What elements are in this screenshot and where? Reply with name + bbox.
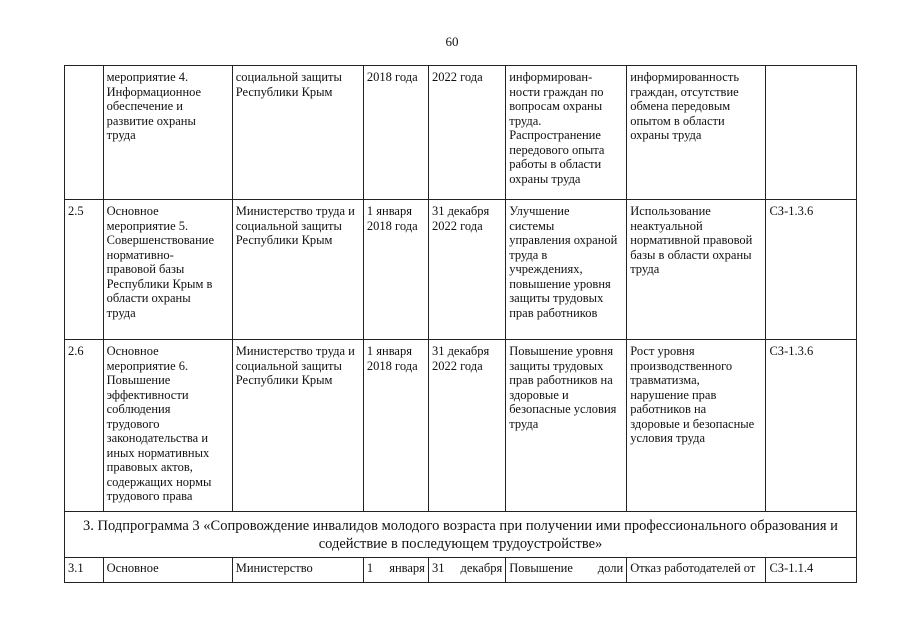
consequence-cell: Рост уровня производственного травматизма, нарушение прав работников на здоровые и безопасные условия труда xyxy=(627,340,766,512)
expected-result-cell: Улучшение системы управления охраной труда в учреждениях, повышение уровня защиты трудовых прав работников xyxy=(506,200,627,340)
end-date-cell: 2022 года xyxy=(428,66,505,200)
indicator-link-cell: СЗ-1.3.6 xyxy=(766,200,857,340)
table-row xyxy=(65,200,857,340)
end-date-cell: 31 декабря xyxy=(428,558,505,583)
end-date-cell: 31 декабря 2022 года xyxy=(428,200,505,340)
table-row xyxy=(65,66,857,200)
executor-cell: Министерство труда и социальной защиты Республики Крым xyxy=(232,200,363,340)
executor-cell: Министерство xyxy=(232,558,363,583)
consequence-cell: информированность граждан, отсутствие обмена передовым опытом в области охраны труда xyxy=(627,66,766,200)
expected-result-cell: Повышение доли xyxy=(506,558,627,583)
expected-result-cell: Повышение уровня защиты трудовых прав работников на здоровые и безопасные условия труда xyxy=(506,340,627,512)
end-date-cell: 31 декабря 2022 года xyxy=(428,340,505,512)
executor-cell: Министерство труда и социальной защиты Республики Крым xyxy=(232,340,363,512)
measures-table xyxy=(64,65,857,583)
table-row xyxy=(65,340,857,512)
start-date-cell: 1 января xyxy=(363,558,428,583)
measure-name-cell: Основное мероприятие 5. Совершенствование нормативно- правовой базы Республики Крым в области охраны труда xyxy=(103,200,232,340)
executor-cell: социальной защиты Республики Крым xyxy=(232,66,363,200)
consequence-cell: Отказ работодателей от xyxy=(627,558,766,583)
start-date-cell: 1 января 2018 года xyxy=(363,340,428,512)
subprogram-heading: 3. Подпрограмма 3 «Сопровождение инвалидов молодого возраста при получении ими профессионального образования и содействие в последующем трудоустройстве» xyxy=(65,512,857,558)
row-number-cell: 2.6 xyxy=(65,340,104,512)
table-row xyxy=(65,558,857,583)
row-number-cell: 2.5 xyxy=(65,200,104,340)
subprogram-heading-row xyxy=(65,512,857,558)
indicator-link-cell: СЗ-1.3.6 xyxy=(766,340,857,512)
indicator-link-cell xyxy=(766,66,857,200)
page-number: 60 xyxy=(445,34,459,49)
consequence-cell: Использование неактуальной нормативной правовой базы в области охраны труда xyxy=(627,200,766,340)
measure-name-cell: Основное xyxy=(103,558,232,583)
expected-result-cell: информирован- ности граждан по вопросам охраны труда. Распространение передового опыта работы в области охраны труда xyxy=(506,66,627,200)
start-date-cell: 2018 года xyxy=(363,66,428,200)
indicator-link-cell: СЗ-1.1.4 xyxy=(766,558,857,583)
row-number-cell: 3.1 xyxy=(65,558,104,583)
start-date-cell: 1 января 2018 года xyxy=(363,200,428,340)
row-number-cell xyxy=(65,66,104,200)
measure-name-cell: мероприятие 4. Информационное обеспечение и развитие охраны труда xyxy=(103,66,232,200)
measure-name-cell: Основное мероприятие 6. Повышение эффективности соблюдения трудового законодательства и иных нормативных правовых актов, содержащих нормы трудового права xyxy=(103,340,232,512)
